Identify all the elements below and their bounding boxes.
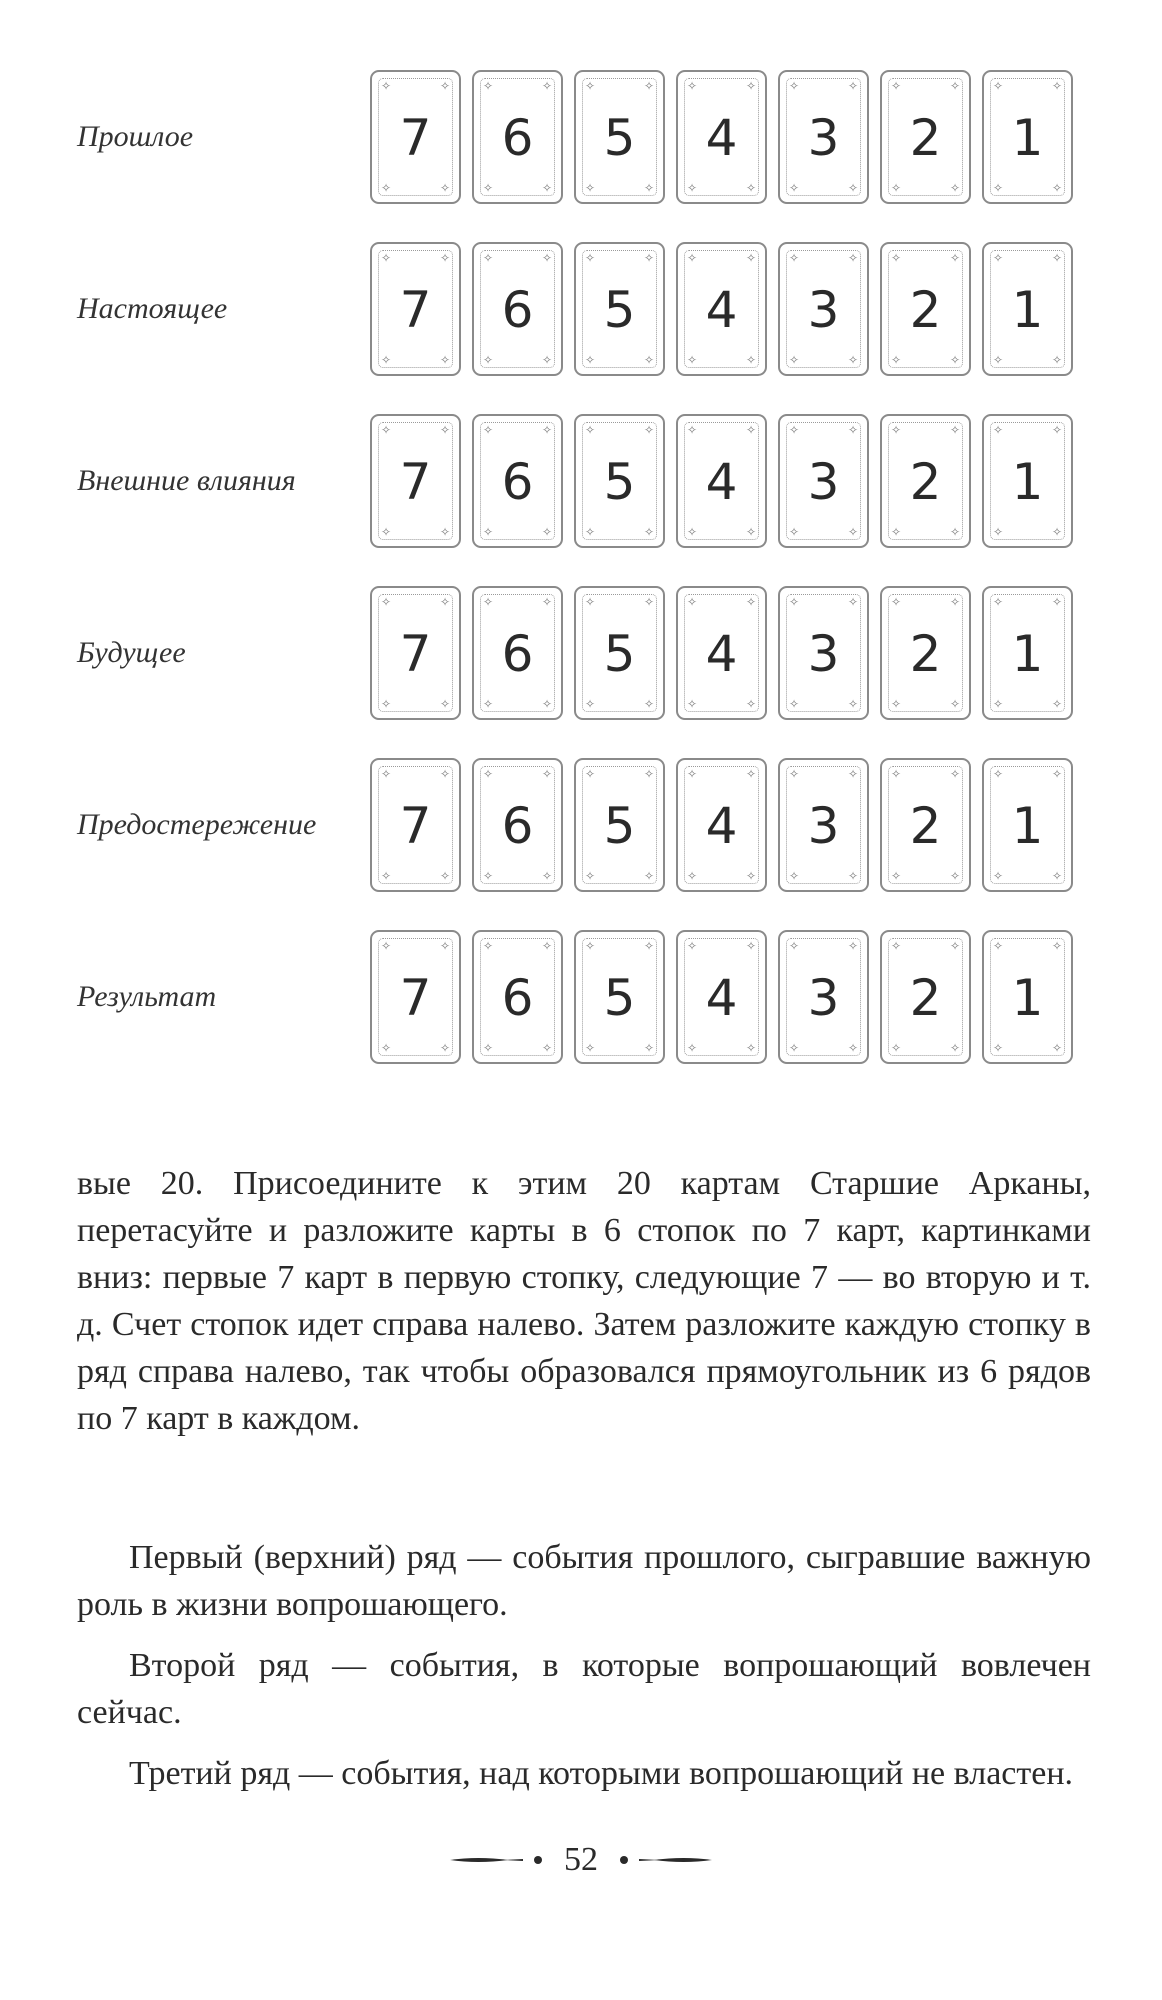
row-label: Будущее xyxy=(77,636,186,669)
corner-ornament-icon: ✧ xyxy=(789,1041,800,1055)
card-number: 2 xyxy=(909,969,942,1027)
card-number: 6 xyxy=(501,109,534,167)
corner-ornament-icon: ✧ xyxy=(745,79,756,93)
corner-ornament-icon: ✧ xyxy=(585,869,596,883)
corner-ornament-icon: ✧ xyxy=(541,251,552,265)
corner-ornament-icon: ✧ xyxy=(643,939,654,953)
corner-ornament-icon: ✧ xyxy=(1051,423,1062,437)
card xyxy=(370,242,461,376)
card xyxy=(574,586,665,720)
card xyxy=(982,758,1073,892)
card-row xyxy=(370,758,1073,892)
corner-ornament-icon: ✧ xyxy=(643,353,654,367)
corner-ornament-icon: ✧ xyxy=(789,767,800,781)
card xyxy=(676,930,767,1064)
paragraph: Второй ряд — события, в которые вопрошающий вовлечен сейчас. xyxy=(77,1647,1091,1731)
corner-ornament-icon: ✧ xyxy=(643,423,654,437)
corner-ornament-icon: ✧ xyxy=(687,869,698,883)
corner-ornament-icon: ✧ xyxy=(745,697,756,711)
corner-ornament-icon: ✧ xyxy=(439,939,450,953)
card xyxy=(982,586,1073,720)
card xyxy=(370,758,461,892)
card-number: 2 xyxy=(909,453,942,511)
card xyxy=(676,70,767,204)
corner-ornament-icon: ✧ xyxy=(949,767,960,781)
corner-ornament-icon: ✧ xyxy=(745,251,756,265)
corner-ornament-icon: ✧ xyxy=(949,1041,960,1055)
corner-ornament-icon: ✧ xyxy=(891,697,902,711)
corner-ornament-icon: ✧ xyxy=(643,1041,654,1055)
flourish-right-icon xyxy=(614,1853,714,1867)
corner-ornament-icon: ✧ xyxy=(541,79,552,93)
corner-ornament-icon: ✧ xyxy=(745,869,756,883)
card-number: 6 xyxy=(501,453,534,511)
corner-ornament-icon: ✧ xyxy=(687,181,698,195)
corner-ornament-icon: ✧ xyxy=(439,525,450,539)
corner-ornament-icon: ✧ xyxy=(483,251,494,265)
card xyxy=(880,586,971,720)
corner-ornament-icon: ✧ xyxy=(687,767,698,781)
corner-ornament-icon: ✧ xyxy=(949,697,960,711)
corner-ornament-icon: ✧ xyxy=(1051,1041,1062,1055)
body-text-rows xyxy=(77,1534,1091,1797)
corner-ornament-icon: ✧ xyxy=(949,869,960,883)
corner-ornament-icon: ✧ xyxy=(643,525,654,539)
corner-ornament-icon: ✧ xyxy=(1051,939,1062,953)
corner-ornament-icon: ✧ xyxy=(949,181,960,195)
corner-ornament-icon: ✧ xyxy=(381,79,392,93)
corner-ornament-icon: ✧ xyxy=(585,939,596,953)
corner-ornament-icon: ✧ xyxy=(439,181,450,195)
card-number: 6 xyxy=(501,797,534,855)
spread-row xyxy=(0,414,1162,552)
card-number: 5 xyxy=(603,969,636,1027)
corner-ornament-icon: ✧ xyxy=(993,595,1004,609)
card xyxy=(574,70,665,204)
flourish-left-icon xyxy=(448,1853,548,1867)
corner-ornament-icon: ✧ xyxy=(993,1041,1004,1055)
corner-ornament-icon: ✧ xyxy=(847,423,858,437)
card-number: 3 xyxy=(807,109,840,167)
corner-ornament-icon: ✧ xyxy=(745,353,756,367)
corner-ornament-icon: ✧ xyxy=(789,939,800,953)
corner-ornament-icon: ✧ xyxy=(643,697,654,711)
corner-ornament-icon: ✧ xyxy=(1051,79,1062,93)
corner-ornament-icon: ✧ xyxy=(439,423,450,437)
corner-ornament-icon: ✧ xyxy=(949,525,960,539)
card-number: 5 xyxy=(603,453,636,511)
card-number: 2 xyxy=(909,797,942,855)
corner-ornament-icon: ✧ xyxy=(687,353,698,367)
corner-ornament-icon: ✧ xyxy=(1051,697,1062,711)
card-number: 5 xyxy=(603,625,636,683)
corner-ornament-icon: ✧ xyxy=(585,79,596,93)
corner-ornament-icon: ✧ xyxy=(687,525,698,539)
card-number: 7 xyxy=(399,969,432,1027)
corner-ornament-icon: ✧ xyxy=(483,353,494,367)
corner-ornament-icon: ✧ xyxy=(439,1041,450,1055)
card xyxy=(472,414,563,548)
card-number: 1 xyxy=(1011,969,1044,1027)
corner-ornament-icon: ✧ xyxy=(439,697,450,711)
corner-ornament-icon: ✧ xyxy=(687,423,698,437)
card xyxy=(778,930,869,1064)
card xyxy=(676,414,767,548)
corner-ornament-icon: ✧ xyxy=(585,181,596,195)
corner-ornament-icon: ✧ xyxy=(1051,353,1062,367)
corner-ornament-icon: ✧ xyxy=(541,1041,552,1055)
corner-ornament-icon: ✧ xyxy=(381,353,392,367)
card xyxy=(778,586,869,720)
card-number: 5 xyxy=(603,281,636,339)
corner-ornament-icon: ✧ xyxy=(993,79,1004,93)
corner-ornament-icon: ✧ xyxy=(381,869,392,883)
page-number: 52 xyxy=(564,1841,598,1878)
corner-ornament-icon: ✧ xyxy=(847,767,858,781)
corner-ornament-icon: ✧ xyxy=(745,767,756,781)
card-row xyxy=(370,242,1073,376)
card-number: 3 xyxy=(807,281,840,339)
card-number: 7 xyxy=(399,797,432,855)
corner-ornament-icon: ✧ xyxy=(643,869,654,883)
corner-ornament-icon: ✧ xyxy=(993,697,1004,711)
corner-ornament-icon: ✧ xyxy=(847,353,858,367)
corner-ornament-icon: ✧ xyxy=(891,423,902,437)
corner-ornament-icon: ✧ xyxy=(1051,767,1062,781)
corner-ornament-icon: ✧ xyxy=(891,181,902,195)
corner-ornament-icon: ✧ xyxy=(789,423,800,437)
card-number: 1 xyxy=(1011,281,1044,339)
corner-ornament-icon: ✧ xyxy=(483,79,494,93)
corner-ornament-icon: ✧ xyxy=(483,939,494,953)
card-number: 2 xyxy=(909,625,942,683)
card xyxy=(370,930,461,1064)
card xyxy=(982,70,1073,204)
card xyxy=(370,586,461,720)
corner-ornament-icon: ✧ xyxy=(585,251,596,265)
body-text xyxy=(77,1160,1091,1442)
corner-ornament-icon: ✧ xyxy=(541,353,552,367)
corner-ornament-icon: ✧ xyxy=(745,423,756,437)
corner-ornament-icon: ✧ xyxy=(789,181,800,195)
card-number: 2 xyxy=(909,109,942,167)
card-number: 3 xyxy=(807,797,840,855)
card xyxy=(574,414,665,548)
paragraph: Третий ряд — события, над которыми вопрошающий не властен. xyxy=(129,1755,1074,1792)
corner-ornament-icon: ✧ xyxy=(891,595,902,609)
card-number: 1 xyxy=(1011,453,1044,511)
corner-ornament-icon: ✧ xyxy=(381,423,392,437)
spread-row xyxy=(0,758,1162,896)
corner-ornament-icon: ✧ xyxy=(381,181,392,195)
corner-ornament-icon: ✧ xyxy=(993,251,1004,265)
corner-ornament-icon: ✧ xyxy=(993,939,1004,953)
card xyxy=(778,758,869,892)
card-number: 1 xyxy=(1011,109,1044,167)
corner-ornament-icon: ✧ xyxy=(643,181,654,195)
card-number: 1 xyxy=(1011,625,1044,683)
card xyxy=(982,930,1073,1064)
corner-ornament-icon: ✧ xyxy=(949,595,960,609)
card-number: 5 xyxy=(603,109,636,167)
card xyxy=(982,414,1073,548)
spread-row xyxy=(0,586,1162,724)
card-number: 3 xyxy=(807,969,840,1027)
corner-ornament-icon: ✧ xyxy=(1051,869,1062,883)
corner-ornament-icon: ✧ xyxy=(891,1041,902,1055)
tarot-spread xyxy=(0,70,1162,1102)
corner-ornament-icon: ✧ xyxy=(439,869,450,883)
paragraph: Первый (верхний) ряд — события прошлого, сыгравшие важную роль в жизни вопрошающего. xyxy=(77,1539,1091,1623)
row-label: Предостережение xyxy=(77,808,317,841)
corner-ornament-icon: ✧ xyxy=(381,767,392,781)
corner-ornament-icon: ✧ xyxy=(541,767,552,781)
card-number: 1 xyxy=(1011,797,1044,855)
card-number: 6 xyxy=(501,281,534,339)
corner-ornament-icon: ✧ xyxy=(381,939,392,953)
corner-ornament-icon: ✧ xyxy=(585,353,596,367)
corner-ornament-icon: ✧ xyxy=(949,79,960,93)
corner-ornament-icon: ✧ xyxy=(789,869,800,883)
card-number: 6 xyxy=(501,625,534,683)
card xyxy=(574,242,665,376)
card xyxy=(778,242,869,376)
card xyxy=(472,242,563,376)
card xyxy=(880,758,971,892)
corner-ornament-icon: ✧ xyxy=(891,353,902,367)
corner-ornament-icon: ✧ xyxy=(687,251,698,265)
corner-ornament-icon: ✧ xyxy=(439,353,450,367)
corner-ornament-icon: ✧ xyxy=(585,595,596,609)
corner-ornament-icon: ✧ xyxy=(381,697,392,711)
corner-ornament-icon: ✧ xyxy=(1051,525,1062,539)
corner-ornament-icon: ✧ xyxy=(745,595,756,609)
card xyxy=(472,70,563,204)
card-row xyxy=(370,70,1073,204)
corner-ornament-icon: ✧ xyxy=(687,697,698,711)
card xyxy=(982,242,1073,376)
card xyxy=(370,70,461,204)
card xyxy=(472,586,563,720)
corner-ornament-icon: ✧ xyxy=(381,251,392,265)
corner-ornament-icon: ✧ xyxy=(847,1041,858,1055)
corner-ornament-icon: ✧ xyxy=(891,869,902,883)
card xyxy=(574,758,665,892)
corner-ornament-icon: ✧ xyxy=(847,595,858,609)
card xyxy=(676,242,767,376)
corner-ornament-icon: ✧ xyxy=(847,939,858,953)
card-number: 3 xyxy=(807,625,840,683)
card-row xyxy=(370,414,1073,548)
corner-ornament-icon: ✧ xyxy=(687,79,698,93)
corner-ornament-icon: ✧ xyxy=(585,767,596,781)
corner-ornament-icon: ✧ xyxy=(483,525,494,539)
card xyxy=(676,586,767,720)
corner-ornament-icon: ✧ xyxy=(643,79,654,93)
corner-ornament-icon: ✧ xyxy=(891,251,902,265)
corner-ornament-icon: ✧ xyxy=(643,251,654,265)
corner-ornament-icon: ✧ xyxy=(745,525,756,539)
spread-row xyxy=(0,930,1162,1068)
card-number: 4 xyxy=(705,281,738,339)
card-number: 4 xyxy=(705,797,738,855)
corner-ornament-icon: ✧ xyxy=(891,939,902,953)
row-label: Прошлое xyxy=(77,120,194,153)
corner-ornament-icon: ✧ xyxy=(483,869,494,883)
corner-ornament-icon: ✧ xyxy=(789,697,800,711)
card xyxy=(370,414,461,548)
corner-ornament-icon: ✧ xyxy=(687,1041,698,1055)
corner-ornament-icon: ✧ xyxy=(789,525,800,539)
corner-ornament-icon: ✧ xyxy=(993,869,1004,883)
corner-ornament-icon: ✧ xyxy=(847,79,858,93)
card xyxy=(574,930,665,1064)
corner-ornament-icon: ✧ xyxy=(585,525,596,539)
corner-ornament-icon: ✧ xyxy=(847,251,858,265)
corner-ornament-icon: ✧ xyxy=(483,181,494,195)
row-label: Результат xyxy=(77,980,217,1013)
corner-ornament-icon: ✧ xyxy=(541,697,552,711)
corner-ornament-icon: ✧ xyxy=(993,525,1004,539)
card xyxy=(880,930,971,1064)
corner-ornament-icon: ✧ xyxy=(585,697,596,711)
corner-ornament-icon: ✧ xyxy=(439,79,450,93)
corner-ornament-icon: ✧ xyxy=(483,767,494,781)
card xyxy=(472,758,563,892)
corner-ornament-icon: ✧ xyxy=(687,939,698,953)
corner-ornament-icon: ✧ xyxy=(745,939,756,953)
card xyxy=(778,414,869,548)
card-number: 2 xyxy=(909,281,942,339)
corner-ornament-icon: ✧ xyxy=(745,181,756,195)
spread-row xyxy=(0,242,1162,380)
row-label: Настоящее xyxy=(77,292,228,325)
card xyxy=(676,758,767,892)
corner-ornament-icon: ✧ xyxy=(381,1041,392,1055)
corner-ornament-icon: ✧ xyxy=(381,595,392,609)
paragraph: вые 20. Присоедините к этим 20 картам Старшие Арканы, перетасуйте и разложите карты в 6 стопок по 7 карт, картинками вниз: первые 7 карт в первую стопку, следующие 7 — во вторую и т. д. Счет стопок идет справа налево. Затем разложите каждую стопку в ряд справа налево, так чтобы образовался прямоугольник из 6 рядов по 7 карт в каждом. xyxy=(77,1165,1091,1437)
corner-ornament-icon: ✧ xyxy=(541,595,552,609)
card-number: 7 xyxy=(399,625,432,683)
card xyxy=(472,930,563,1064)
corner-ornament-icon: ✧ xyxy=(789,595,800,609)
card-row xyxy=(370,930,1073,1064)
card-number: 7 xyxy=(399,453,432,511)
card-number: 4 xyxy=(705,453,738,511)
corner-ornament-icon: ✧ xyxy=(949,423,960,437)
card-row xyxy=(370,586,1073,720)
card xyxy=(880,414,971,548)
corner-ornament-icon: ✧ xyxy=(949,939,960,953)
corner-ornament-icon: ✧ xyxy=(847,181,858,195)
corner-ornament-icon: ✧ xyxy=(789,251,800,265)
card-number: 3 xyxy=(807,453,840,511)
card-number: 7 xyxy=(399,109,432,167)
corner-ornament-icon: ✧ xyxy=(687,595,698,609)
corner-ornament-icon: ✧ xyxy=(891,79,902,93)
corner-ornament-icon: ✧ xyxy=(847,697,858,711)
card-number: 5 xyxy=(603,797,636,855)
corner-ornament-icon: ✧ xyxy=(541,869,552,883)
corner-ornament-icon: ✧ xyxy=(789,79,800,93)
corner-ornament-icon: ✧ xyxy=(891,767,902,781)
corner-ornament-icon: ✧ xyxy=(745,1041,756,1055)
corner-ornament-icon: ✧ xyxy=(993,353,1004,367)
card xyxy=(880,242,971,376)
corner-ornament-icon: ✧ xyxy=(381,525,392,539)
corner-ornament-icon: ✧ xyxy=(949,353,960,367)
corner-ornament-icon: ✧ xyxy=(541,939,552,953)
corner-ornament-icon: ✧ xyxy=(993,767,1004,781)
corner-ornament-icon: ✧ xyxy=(585,1041,596,1055)
corner-ornament-icon: ✧ xyxy=(541,525,552,539)
card xyxy=(778,70,869,204)
corner-ornament-icon: ✧ xyxy=(891,525,902,539)
corner-ornament-icon: ✧ xyxy=(993,181,1004,195)
corner-ornament-icon: ✧ xyxy=(993,423,1004,437)
card-number: 4 xyxy=(705,109,738,167)
card-number: 4 xyxy=(705,625,738,683)
corner-ornament-icon: ✧ xyxy=(585,423,596,437)
corner-ornament-icon: ✧ xyxy=(541,181,552,195)
corner-ornament-icon: ✧ xyxy=(847,525,858,539)
corner-ornament-icon: ✧ xyxy=(439,595,450,609)
corner-ornament-icon: ✧ xyxy=(1051,181,1062,195)
row-label: Внешние влияния xyxy=(77,464,296,497)
page-footer xyxy=(0,1835,1162,1885)
corner-ornament-icon: ✧ xyxy=(1051,595,1062,609)
card-number: 4 xyxy=(705,969,738,1027)
corner-ornament-icon: ✧ xyxy=(541,423,552,437)
corner-ornament-icon: ✧ xyxy=(483,423,494,437)
corner-ornament-icon: ✧ xyxy=(483,1041,494,1055)
corner-ornament-icon: ✧ xyxy=(483,697,494,711)
corner-ornament-icon: ✧ xyxy=(1051,251,1062,265)
corner-ornament-icon: ✧ xyxy=(847,869,858,883)
card xyxy=(880,70,971,204)
corner-ornament-icon: ✧ xyxy=(643,595,654,609)
corner-ornament-icon: ✧ xyxy=(439,251,450,265)
spread-row xyxy=(0,70,1162,208)
corner-ornament-icon: ✧ xyxy=(483,595,494,609)
card-number: 6 xyxy=(501,969,534,1027)
corner-ornament-icon: ✧ xyxy=(643,767,654,781)
corner-ornament-icon: ✧ xyxy=(789,353,800,367)
card-number: 7 xyxy=(399,281,432,339)
corner-ornament-icon: ✧ xyxy=(439,767,450,781)
corner-ornament-icon: ✧ xyxy=(949,251,960,265)
